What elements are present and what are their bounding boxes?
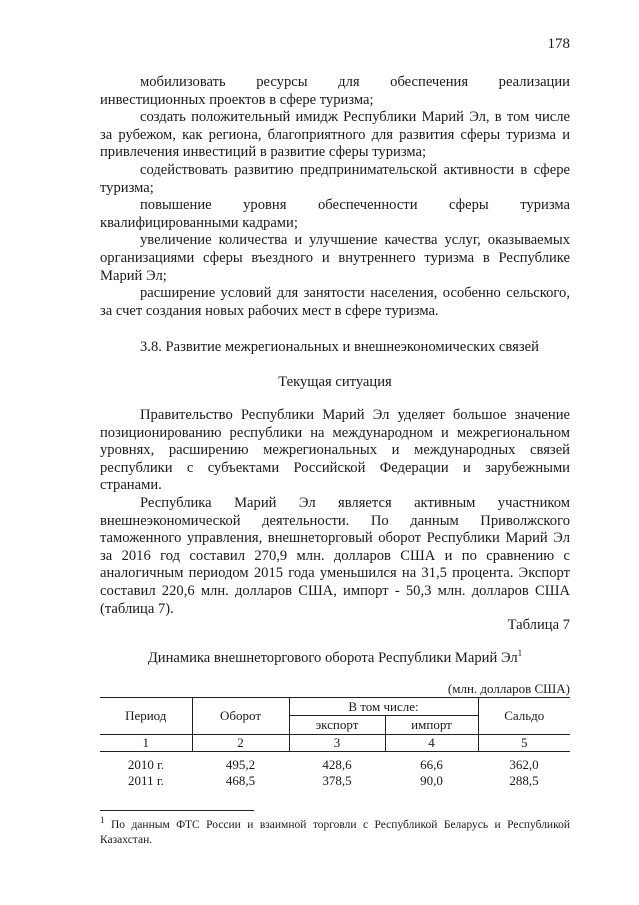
cell-turnover: 468,5 [225,772,256,788]
header-import: импорт [385,716,478,735]
list-item: содействовать развитию предпринимательской активности в сфере туризма; [100,161,570,196]
cell-export: 428,6 [322,756,352,772]
header-period: Период [100,698,192,735]
footnote-marker: 1 [100,815,105,826]
body-text [100,407,570,618]
list-item: расширение условий для занятости населения, особенно сельского, за счет создания новых рабочих мест в сфере туризма. [100,285,570,319]
footnote [100,815,570,848]
page-number: 178 [547,36,570,52]
cell-balance: 288,5 [509,772,539,788]
table-label: Таблица 7 [507,617,570,633]
cell-export: 378,5 [322,772,352,788]
column-number-row [100,735,570,752]
section-heading: 3.8. Развитие межрегиональных и внешнеэкономических связей [140,339,539,355]
cell-period: 2010 г. [127,756,165,772]
list-item: мобилизовать ресурсы для обеспечения реализации инвестиционных проектов в сфере туризма; [100,74,570,108]
paragraph: Правительство Республики Марий Эл уделяет большое значение позиционированию республики на международном и межрегиональном уровнях, расширению межрегиональных и международных связей республики с субъектами Российской Федерации и зарубежными странами. [100,407,570,494]
list-item: повышение уровня обеспеченности сферы туризма квалифицированными кадрами; [100,197,570,231]
table-row [100,773,570,789]
column-number: 3 [289,735,385,752]
cell-period: 2011 г. [128,772,164,788]
footnote-ref: 1 [517,648,523,659]
column-number: 1 [100,735,192,752]
cell-balance: 362,0 [509,756,539,772]
footnote-divider [100,810,254,811]
column-number: 4 [385,735,478,752]
cell-import: 66,6 [420,756,443,772]
table-units: (млн. долларов США) [447,681,570,696]
column-number: 5 [478,735,570,752]
table-title-text: Динамика внешнеторгового оборота Республики Марий Эл [147,650,518,666]
column-number: 2 [192,735,289,752]
header-including: В том числе: [289,698,478,716]
header-turnover: Оборот [192,698,289,735]
list-item: создать положительный имидж Республики Марий Эл, в том числе за рубежом, как региона, благоприятного для развития сферы туризма и привлечения инвестиций в развитие сферы туризма; [100,109,570,161]
trade-table [100,697,570,789]
cell-import: 90,0 [420,772,443,788]
subheading: Текущая ситуация [278,374,392,390]
goals-list [100,74,570,320]
list-item: увеличение количества и улучшение качества услуг, оказываемых организациями сферы въездного и внутреннего туризма в Республике Марий Эл; [100,232,570,284]
header-balance: Сальдо [478,698,570,735]
footnote-text: По данным ФТС России и взаимной торговли с Республикой Беларусь и Республикой Казахстан. [100,819,570,846]
table-title [100,650,570,668]
cell-turnover: 495,2 [225,756,256,772]
table-row [100,757,570,773]
header-export: экспорт [289,716,385,735]
paragraph: Республика Марий Эл является активным участником внешнеэкономической деятельности. По данным Приволжского таможенного управления, внешнеторговый оборот Республики Марий Эл за 2016 год составил 270,9 млн. долларов США и по сравнению с аналогичным периодом 2015 года уменьшился на 31,5 процента. Экспорт составил 220,6 млн. долларов США, импорт - 50,3 млн. долларов США (таблица 7). [100,494,570,617]
